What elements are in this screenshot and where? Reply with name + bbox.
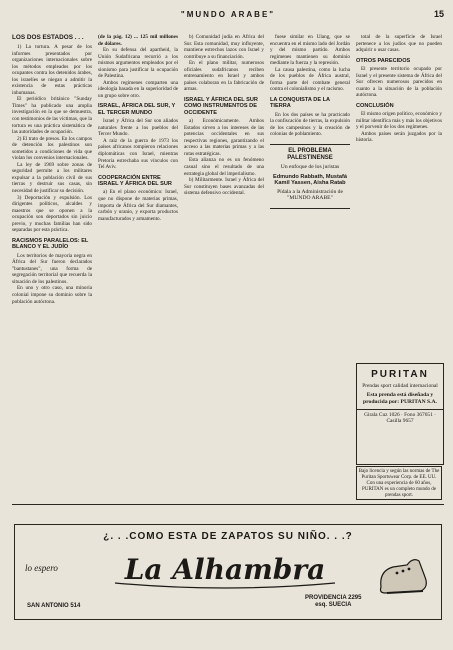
- paragraph: a) En el plano económico: Israel, que no dispone de materias primas, importa de África del Sur diamantes, carbón y uranio, y exporta productos manufacturados y armamento.: [98, 189, 178, 222]
- book-notice: [270, 144, 350, 209]
- address-line: PROVIDENCIA 2295: [305, 595, 362, 601]
- section-heading: ISRAEL, ÁFRICA DEL SUR, Y EL TERCER MUNDO: [98, 103, 176, 116]
- book-title: EL PROBLEMA PALESTINENSE: [287, 147, 333, 161]
- column-1: [12, 34, 92, 498]
- address-san-antonio: SAN ANTONIO 514: [27, 603, 81, 609]
- paragraph: En uno y otro caso, una minoría colonial impone su dominio sobre la población autóctona.: [12, 285, 92, 305]
- horizontal-rule: [12, 504, 444, 505]
- address-line: esq. SUECIA: [315, 602, 352, 608]
- section-heading: OTROS PARECIDOS: [356, 57, 411, 64]
- paragraph: La causa palestina, como la lucha de los pueblos de África austral, forma parte del combate general contra el colonialismo y el racismo.: [270, 66, 350, 93]
- paragraph: El presente territorio ocupado por Israel y el presente sistema de África del Sur ofrecen numerosos parecidos en cuanto a la situación de la población autóctona.: [356, 66, 442, 99]
- logo-text: La Alhambra: [124, 553, 326, 586]
- section-heading: RACISMOS PARALELOS: EL BLANCO Y EL JUDÍO: [12, 237, 89, 251]
- section-heading: COOPERACIÓN ENTRE ISRAEL Y ÁFRICA DEL SUR: [98, 174, 172, 188]
- column-4: [270, 34, 350, 498]
- la-alhambra-logo: [95, 549, 355, 589]
- paragraph: total de la superficie de Israel pertenece a los judíos que no pueden adquirir o usar casas.: [356, 34, 442, 54]
- paragraph: Ambos países serán juzgados por la historia.: [356, 130, 442, 144]
- shoe-store-advertisement: [14, 524, 442, 620]
- article-headline: LOS DOS ESTADOS . . .: [12, 34, 84, 41]
- book-authors: Edmundo Rabbath, Mustafá Kamil Yassen, Aisha Ratab: [273, 173, 347, 187]
- shoe-illustration-icon: [373, 547, 433, 603]
- paragraph: Los territorios de mayoría negra en África del Sur fueron declarados "bantustanes", una forma de segregación territorial que recuerda la situación de los palestinos.: [12, 252, 92, 285]
- puritan-tagline: Prendas sport calidad internacional: [362, 383, 438, 389]
- paragraph: Ambos regímenes comparten una ideología basada en la superioridad de un grupo sobre otro.: [98, 79, 178, 99]
- address-providencia: [305, 595, 361, 609]
- paragraph: 3) Deportación y expulsión. Los dirigentes políticos, alcaldes y maestros que se oponen a la ocupación son deportados sin juicio previo, y muchas familias han sido separadas por esta práctica.: [12, 194, 92, 234]
- puritan-brand: PURITAN: [371, 369, 429, 380]
- paragraph: El mismo origen político, económico y militar identifica más y más los objetivos y el porvenir de los dos regímenes.: [356, 111, 442, 131]
- paragraph: fuese similar en Ulang, que se encuentra en el mismo lado del Jordán y del mismo partido. Ambos regímenes mantienen su dominio mediante la fuerza y la represión.: [270, 34, 350, 67]
- paragraph: a) Económicamente. Ambos Estados sirven a los intereses de las potencias occidentales en sus respectivas regiones, garantizando el acceso a las materias primas y a las rutas estratégicas.: [184, 118, 264, 157]
- paragraph: b) Militarmente. Israel y África del Sur constituyen bases avanzadas del sistema defensivo occidental.: [184, 177, 264, 197]
- paragraph: El periódico británico "Sunday Times" ha publicado una amplia investigación en la que se demuestra, con testimonios de las víctimas, que la tortura es una práctica sistemática de las autoridades de ocupación.: [12, 96, 92, 136]
- paragraph: 1) La tortura. A pesar de los informes presentados por organizaciones internacionales sobre los métodos empleados por los ocupantes contra los detenidos árabes, los israelíes se niegan a admitir la existencia de estas prácticas inhumanas.: [12, 44, 92, 96]
- paragraph: 2) El trato de presos. En los campos de detención los palestinos son sometidos a condiciones de vida que violan los convenios internacionales.: [12, 135, 92, 162]
- puritan-address: Girala Cuz 1026 · Fono 367651 · Casilla 9657: [357, 409, 443, 425]
- running-header: [12, 8, 444, 22]
- book-subtitle: Un enfoque de los juristas: [280, 163, 340, 170]
- header-title: "MUNDO ARABE": [180, 10, 276, 19]
- paragraph: Israel y África del Sur son aliados naturales frente a los pueblos del Tercer Mundo.: [98, 118, 178, 138]
- ad-lo-espero: lo espero: [25, 563, 58, 573]
- puritan-advertisement: [356, 363, 444, 465]
- paragraph: Esta alianza no es un fenómeno casual sino el resultado de una estrategia global del imperialismo.: [184, 157, 264, 177]
- continuation-lead: (de la pág. 12) ... 125 mil millones de dólares.: [98, 34, 178, 47]
- license-notice: [356, 466, 442, 500]
- paragraph: En su defensa del apartheid, la Unión Sudafricana recurrió a los mismos argumentos empleados por el sionismo para justificar la ocupación de Palestina.: [98, 47, 178, 80]
- ad-slogan: ¿. . .COMO ESTA DE ZAPATOS SU NIÑO. . .?: [103, 531, 353, 542]
- section-heading: LA CONQUISTA DE LA TIERRA: [270, 96, 330, 110]
- puritan-producer: Esta prenda está diseñada y producida por: PURITAN S.A.: [363, 392, 437, 405]
- column-2: [98, 34, 178, 498]
- section-heading: CONCLUSIÓN: [356, 102, 394, 109]
- section-heading: ISRAEL Y ÁFRICA DEL SUR COMO INSTRUMENTOS DE OCCIDENTE: [184, 96, 258, 116]
- paragraph: En los dos países se ha practicado la confiscación de tierras, la expulsión de los campesinos y la creación de colonias de poblamiento.: [270, 111, 350, 138]
- paragraph: b) Comunidad judía en África del Sur. Esta comunidad, muy influyente, mantiene estrechos lazos con Israel y contribuye a su financiación.: [184, 34, 264, 60]
- page-number: 15: [433, 9, 444, 19]
- paragraph: La ley de 1969 sobre zonas de seguridad permite a los militares expulsar a la población civil de sus tierras y destruir sus casas, sin necesidad de justificar su decisión.: [12, 161, 92, 195]
- magazine-page: [12, 8, 444, 644]
- license-text: Bajo licencia y según las normas de The Puritan Sportswear Corp. de EE. UU. Con una experiencia de 60 años, PURITAN es un completo mundo de prendas sport.: [358, 469, 440, 498]
- paragraph: En el plano militar, numerosos oficiales sudafricanos reciben entrenamiento en Israel y ambos países colaboran en la fabricación de armas.: [184, 60, 264, 93]
- book-order-text: Pídala a la Administración de "MUNDO ARABE": [277, 188, 343, 202]
- paragraph: A raíz de la guerra de 1973 los países africanos rompieron relaciones diplomáticas con Israel, mientras Pretoria estrechaba sus vínculos con Tel Aviv.: [98, 137, 178, 171]
- column-3: [184, 34, 264, 498]
